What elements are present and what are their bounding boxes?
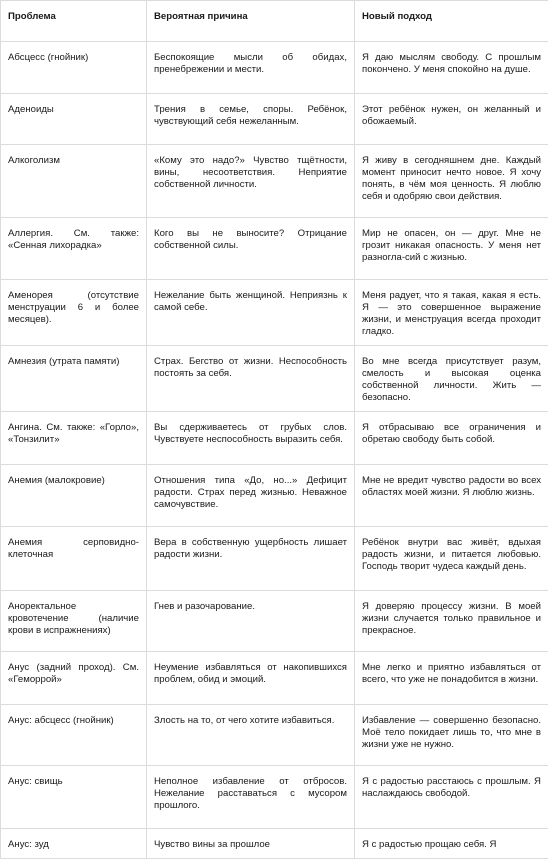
approach-cell: Я с радостью расстаюсь с прошлым. Я наслаждаюсь свободой. [355,766,548,829]
table-row [1,412,548,465]
approach-cell: Я отбрасываю все ограничения и обретаю свободу быть собой. [355,412,548,465]
cause-cell: Трения в семье, споры. Ребёнок, чувствующий себя нежеланным. [147,94,355,145]
problem-cell: Амнезия (утрата памяти) [1,346,147,412]
cause-cell: Отношения типа «До, но...» Дефицит радости. Страх перед жизнью. Неважное самочувствие. [147,465,355,527]
header-cause: Вероятная причина [147,1,355,42]
table-row [1,652,548,705]
approach-cell: Во мне всегда присутствует разум, смелость и высокая оценка собственной личности. Жить — безопасно. [355,346,548,412]
cause-cell: «Кому это надо?» Чувство тщётности, вины, несоответствия. Неприятие собственной личности. [147,145,355,218]
problem-cell: Ангина. См. также: «Горло», «Тонзилит» [1,412,147,465]
approach-cell: Я с радостью прощаю себя. Я [355,829,548,859]
cause-cell: Злость на то, от чего хотите избавиться. [147,705,355,766]
cause-cell: Вера в собственную ущербность лишает радости жизни. [147,527,355,591]
problem-cell: Аллергия. См. также: «Сенная лихорадка» [1,218,147,280]
problem-cell: Анемия (малокровие) [1,465,147,527]
cause-cell: Кого вы не выносите? Отрицание собственной силы. [147,218,355,280]
problem-cell: Анус (задний проход). См. «Геморрой» [1,652,147,705]
approach-cell: Я живу в сегодняшнем дне. Каждый момент приносит нечто новое. Я хочу понять, в чём моя ценность. Я люблю себя и одобряю свои действия. [355,145,548,218]
approach-cell: Избавление — совершенно безопасно. Моё тело покидает лишь то, что мне в жизни уже не нужно. [355,705,548,766]
header-approach: Новый подход [355,1,548,42]
approach-cell: Мне легко и приятно избавляться от всего, что уже не понадобится в жизни. [355,652,548,705]
approach-cell: Меня радует, что я такая, какая я есть. Я — это совершенное выражение жизни, и менструация всегда проходит гладко. [355,280,548,346]
table-row [1,527,548,591]
approach-cell: Этот ребёнок нужен, он желанный и обожаемый. [355,94,548,145]
table-row [1,94,548,145]
cause-cell: Страх. Бегство от жизни. Неспособность постоять за себя. [147,346,355,412]
cause-cell: Беспокоящие мысли об обидах, пренебрежении и мести. [147,42,355,94]
cause-cell: Неполное избавление от отбросов. Нежелание расставаться с мусором прошлого. [147,766,355,829]
problem-cell: Алкоголизм [1,145,147,218]
cause-cell: Неумение избавляться от накопившихся проблем, обид и эмоций. [147,652,355,705]
problem-cell: Аденоиды [1,94,147,145]
cause-cell: Гнев и разочарование. [147,591,355,652]
cause-cell: Вы сдерживаетесь от грубых слов. Чувствуете неспособность выразить себя. [147,412,355,465]
problem-cell: Анус: абсцесс (гнойник) [1,705,147,766]
problem-cell: Аменорея (отсутствие менструации 6 и более месяцев). [1,280,147,346]
approach-cell: Мир не опасен, он — друг. Мне не грозит никакая опасность. У меня нет разногла-сий с жизнью. [355,218,548,280]
approach-cell: Я даю мыслям свободу. С прошлым покончено. У меня спокойно на душе. [355,42,548,94]
approach-cell: Ребёнок внутри вас живёт, вдыхая радость жизни, и питается любовью. Господь творит чудеса каждый день. [355,527,548,591]
table-row [1,280,548,346]
approach-cell: Мне не вредит чувство радости во всех областях моей жизни. Я люблю жизнь. [355,465,548,527]
header-row [1,1,548,42]
table-row [1,218,548,280]
approach-cell: Я доверяю процессу жизни. В моей жизни случается только правильное и прекрасное. [355,591,548,652]
problem-cell: Анус: зуд [1,829,147,859]
problem-cell: Анемия серповидно-клеточная [1,527,147,591]
problem-cell: Аноректальное кровотечение (наличие крови в испражнениях) [1,591,147,652]
cause-cell: Нежелание быть женщиной. Неприязнь к самой себе. [147,280,355,346]
table-row [1,465,548,527]
problem-cell: Абсцесс (гнойник) [1,42,147,94]
table-row [1,705,548,766]
header-problem: Проблема [1,1,147,42]
table-row [1,829,548,859]
table-row [1,766,548,829]
table-row [1,145,548,218]
cause-cell: Чувство вины за прошлое [147,829,355,859]
problem-cell: Анус: свищь [1,766,147,829]
table-row [1,346,548,412]
table-row [1,591,548,652]
table-row [1,42,548,94]
